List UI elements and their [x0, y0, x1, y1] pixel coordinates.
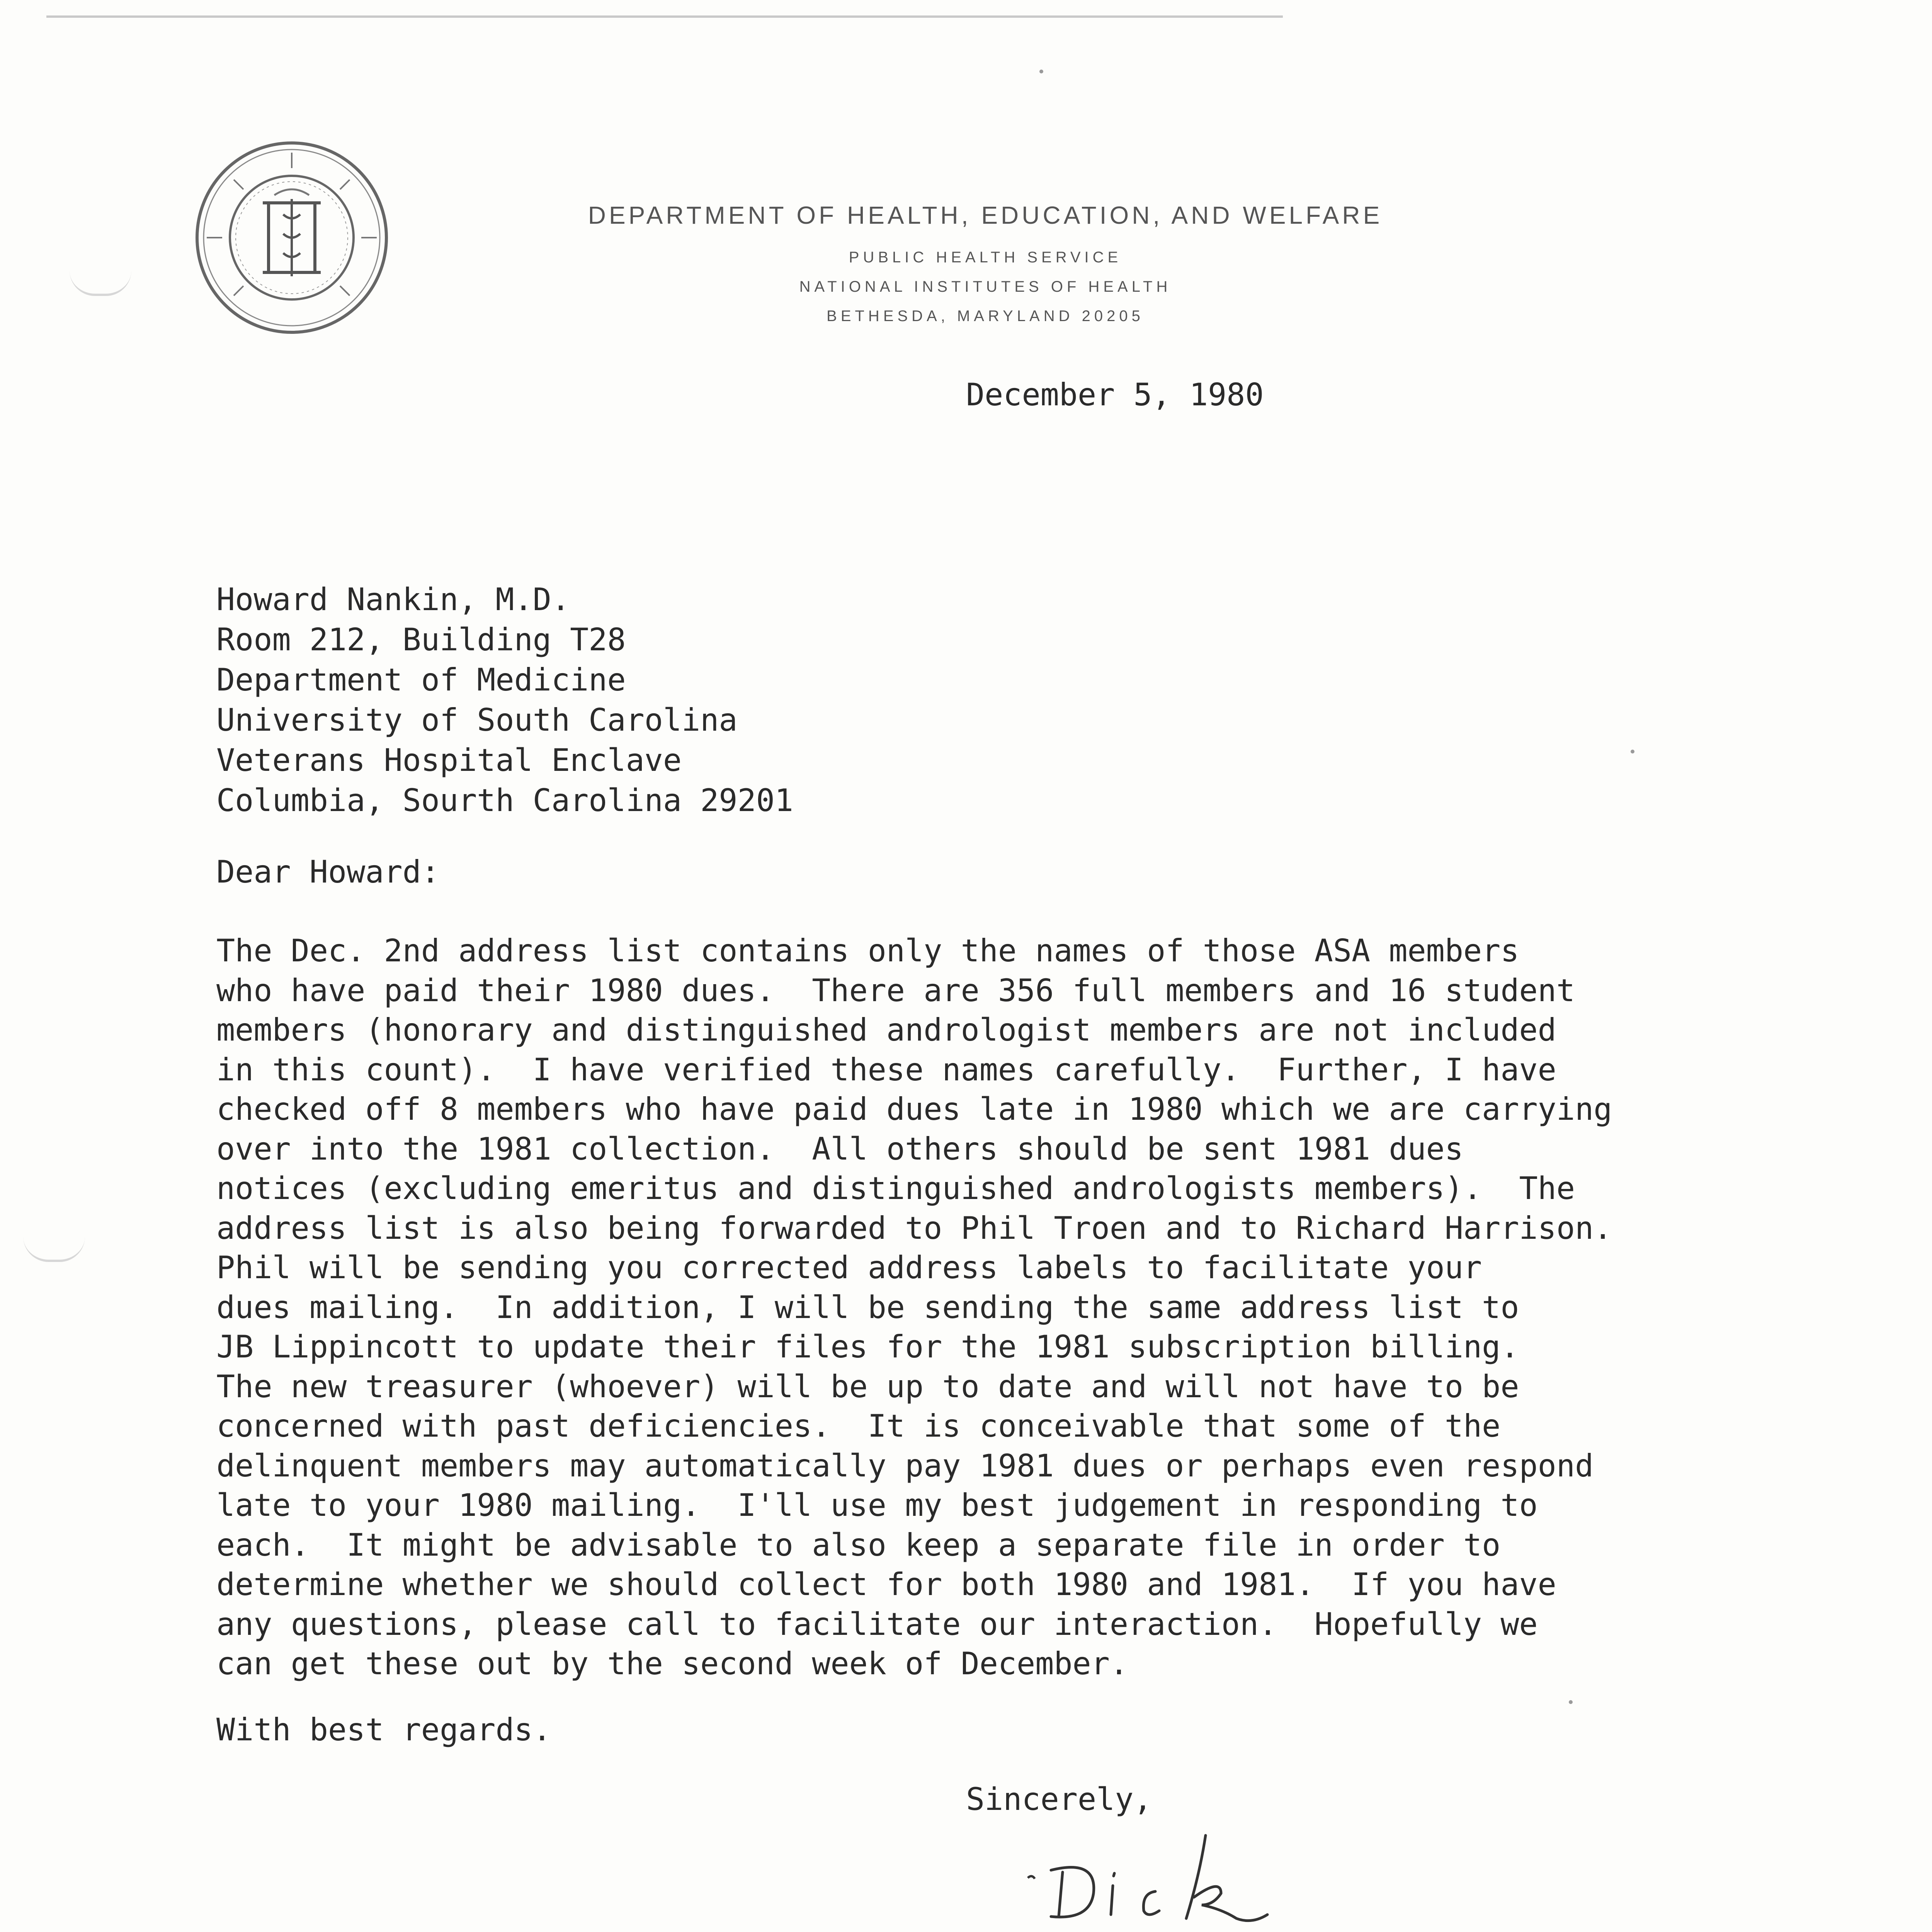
letter-body: The Dec. 2nd address list contains only the names of those ASA members who have paid their 1980 dues. There are 356 full members and 16 student members (honorary and distinguished andrologist members are not included in this count). I have verified these names carefully. Further, I have checked off 8 members who have paid dues late in 1980 which we are carrying over into the 1981 collection. All others should be sent 1981 dues notices (excluding emeritus and distinguished andrologists members). The address list is also being forwarded to Phil Troen and to Richard Harrison. Phil will be sending you corrected address labels to facilitate your dues mailing. In addition, I will be sending the same address list to JB Lippincott to update their files for the 1981 subscription billing. The new treasurer (whoever) will be up to date and will not have to be concerned with past deficiencies. It is conceivable that some of the delinquent members may automatically pay 1981 dues or perhaps even respond late to your 1980 mailing. I'll use my best judgement in responding to each. It might be advisable to also keep a separate file in order to determine whether we should collect for both 1980 and 1981. If you have any questions, please call to facilitate our interaction. Hopefully we can get these out by the second week of December.: [216, 933, 1612, 1682]
address-line: Department of Medicine: [216, 662, 626, 698]
letter-date: December 5, 1980: [966, 377, 1264, 413]
address-line: Room 212, Building T28: [216, 622, 626, 658]
salutation: Dear Howard:: [216, 854, 440, 890]
scan-speck: [1569, 1700, 1573, 1704]
scan-speck: [1039, 70, 1043, 73]
address-line: Veterans Hospital Enclave: [216, 742, 682, 778]
address-line: Howard Nankin, M.D.: [216, 582, 570, 617]
scan-edge-line: [46, 15, 1283, 18]
sincerely: Sincerely,: [966, 1781, 1152, 1817]
letterhead-location: BETHESDA, MARYLAND 20205: [827, 308, 1144, 325]
address-line: Columbia, Sourth Carolina 29201: [216, 782, 794, 818]
department-seal-icon: [191, 137, 392, 338]
letterhead-service: PUBLIC HEALTH SERVICE: [849, 249, 1122, 266]
closing: With best regards.: [216, 1712, 551, 1748]
recipient-address: [216, 580, 793, 821]
address-line: University of South Carolina: [216, 702, 738, 738]
handwritten-signature: [1005, 1828, 1306, 1932]
letterhead-department: DEPARTMENT OF HEALTH, EDUCATION, AND WELFARE: [588, 201, 1383, 229]
letterhead-institute: NATIONAL INSTITUTES OF HEALTH: [799, 278, 1172, 295]
scan-edge-mark: [23, 1236, 85, 1262]
scan-edge-mark: [70, 270, 131, 296]
letterhead: [444, 201, 1526, 331]
scan-speck: [1631, 750, 1634, 753]
